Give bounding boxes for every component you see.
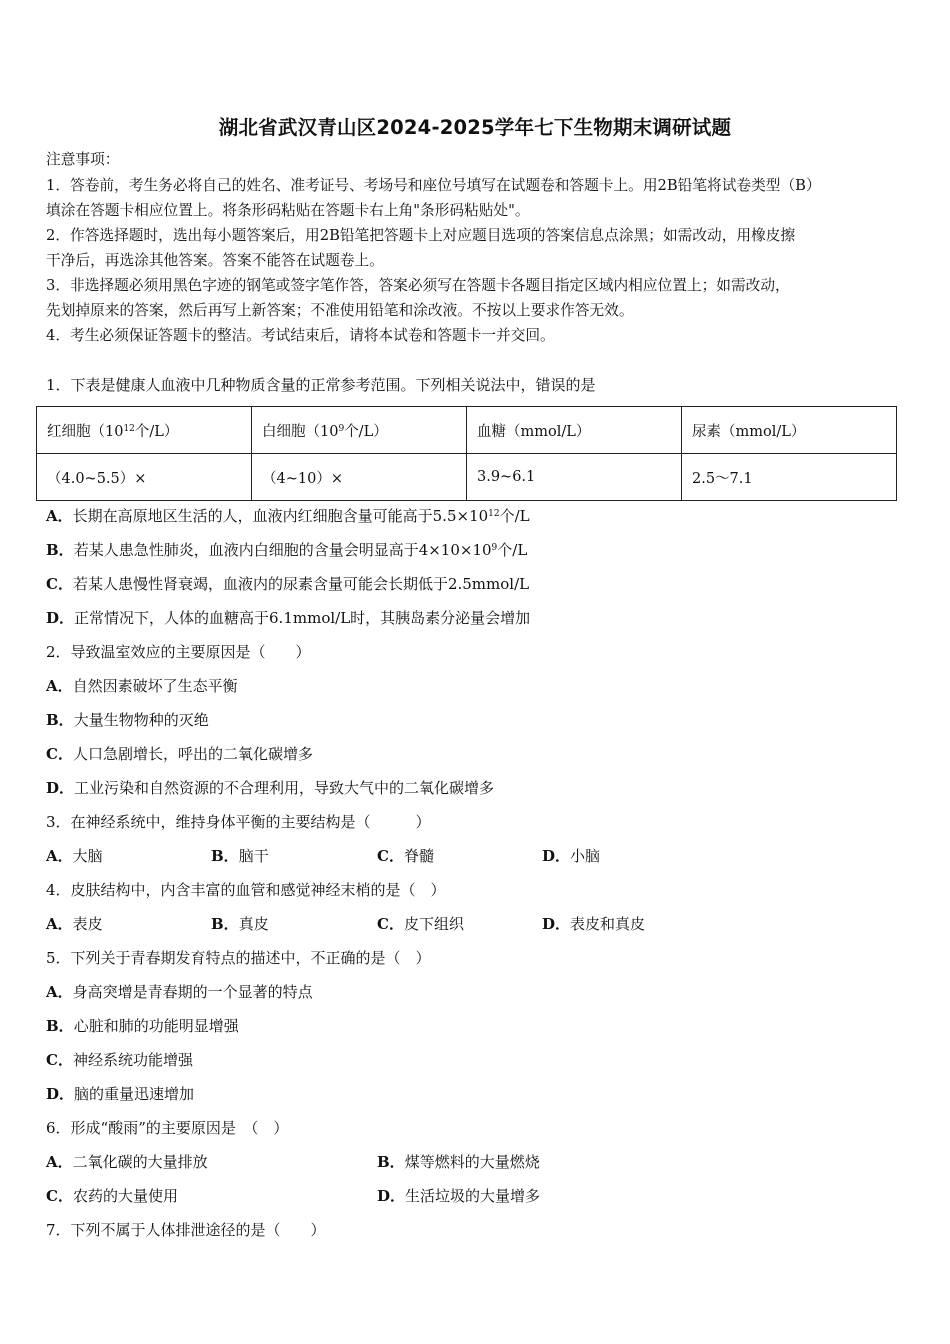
question-6-stem: 6．形成“酸雨”的主要原因是 （ ） xyxy=(46,1119,289,1137)
question-6-option-b: B．煤等燃料的大量燃烧 xyxy=(377,1153,540,1171)
question-3-stem: 3．在神经系统中，维持身体平衡的主要结构是（ ） xyxy=(46,813,431,831)
notes-line: 4．考生必须保证答题卡的整洁。考试结束后，请将本试卷和答题卡一并交回。 xyxy=(46,327,555,344)
question-3-option-c: C．脊髓 xyxy=(377,847,434,865)
question-3-option-a: A．大脑 xyxy=(46,847,103,865)
notes-line: 填涂在答题卡相应位置上。将条形码粘贴在答题卡右上角"条形码粘贴处"。 xyxy=(46,202,530,219)
table-header-cell: 血糖（mmol/L） xyxy=(467,407,682,454)
question-2-option-a: A．自然因素破坏了生态平衡 xyxy=(46,677,238,695)
question-6-option-d: D．生活垃圾的大量增多 xyxy=(377,1187,541,1205)
notes-line: 先划掉原来的答案，然后再写上新答案；不准使用铅笔和涂改液。不按以上要求作答无效。 xyxy=(46,302,634,319)
question-2-option-c: C．人口急剧增长，呼出的二氧化碳增多 xyxy=(46,745,313,763)
table-header-cell: 红细胞（$10^{12}$个/L） xyxy=(37,407,252,454)
question-4-option-d: D．表皮和真皮 xyxy=(542,915,646,933)
question-1-option-a: A．长期在高原地区生活的人，血液内红细胞含量可能高于$5.5\times 10^{12}$个/L xyxy=(46,507,530,525)
question-2-option-b: B．大量生物物种的灭绝 xyxy=(46,711,209,729)
notes-line: 1．答卷前，考生务必将自己的姓名、准考证号、考场号和座位号填写在试题卷和答题卡上。用2B铅笔将试卷类型（B） xyxy=(46,177,821,194)
question-5-option-a: A．身高突增是青春期的一个显著的特点 xyxy=(46,983,313,1001)
question-6-option-c: C．农药的大量使用 xyxy=(46,1187,178,1205)
table-cell: （4~10）× xyxy=(252,454,467,501)
question-2-stem: 2．导致温室效应的主要原因是（ ） xyxy=(46,643,311,661)
question-5-option-b: B．心脏和肺的功能明显增强 xyxy=(46,1017,239,1035)
table-cell: 2.5～7.1 xyxy=(682,454,897,501)
question-4-option-a: A．表皮 xyxy=(46,915,103,933)
question-1-stem: 1．下表是健康人血液中几种物质含量的正常参考范围。下列相关说法中，错误的是 xyxy=(46,376,596,394)
question-7-stem: 7．下列不属于人体排泄途径的是（ ） xyxy=(46,1221,326,1239)
page-title: 湖北省武汉青山区2024-2025学年七下生物期末调研试题 xyxy=(218,116,732,139)
question-3-option-b: B．脑干 xyxy=(211,847,269,865)
table-header-cell: 尿素（mmol/L） xyxy=(682,407,897,454)
notes-line: 3．非选择题必须用黑色字迹的钢笔或签字笔作答，答案必须写在答题卡各题目指定区域内相应位置上；如需改动， xyxy=(46,277,790,294)
notes-line: 干净后，再选涂其他答案。答案不能答在试题卷上。 xyxy=(46,252,384,269)
question-3-option-d: D．小脑 xyxy=(542,847,601,865)
table-header-cell: 白细胞（$10^9$个/L） xyxy=(252,407,467,454)
blood-reference-table xyxy=(36,406,897,501)
question-4-option-b: B．真皮 xyxy=(211,915,269,933)
question-1-option-d: D．正常情况下，人体的血糖高于6.1mmol/L时，其胰岛素分泌量会增加 xyxy=(46,609,531,627)
question-6-option-a: A．二氧化碳的大量排放 xyxy=(46,1153,208,1171)
table-row xyxy=(37,454,897,501)
question-5-option-c: C．神经系统功能增强 xyxy=(46,1051,193,1069)
question-5-option-d: D．脑的重量迅速增加 xyxy=(46,1085,195,1103)
table-cell: 3.9~6.1 xyxy=(467,454,682,501)
notes-line: 2．作答选择题时，选出每小题答案后，用2B铅笔把答题卡上对应题目选项的答案信息点涂黑；如需改动，用橡皮擦 xyxy=(46,227,796,244)
question-4-stem: 4．皮肤结构中，内含丰富的血管和感觉神经末梢的是（ ） xyxy=(46,881,446,899)
question-5-stem: 5．下列关于青春期发育特点的描述中，不正确的是（ ） xyxy=(46,949,431,967)
question-4-option-c: C．皮下组织 xyxy=(377,915,464,933)
notes-heading: 注意事项： xyxy=(46,151,120,168)
table-cell: （4.0~5.5）× xyxy=(37,454,252,501)
question-1-option-b: B．若某人患急性肺炎，血液内白细胞的含量会明显高于$4\times 10\times 10^9$个/L xyxy=(46,541,528,559)
table-header-row xyxy=(37,407,897,454)
question-1-option-c: C．若某人患慢性肾衰竭，血液内的尿素含量可能会长期低于2.5mmol/L xyxy=(46,575,530,593)
question-2-option-d: D．工业污染和自然资源的不合理利用，导致大气中的二氧化碳增多 xyxy=(46,779,495,797)
